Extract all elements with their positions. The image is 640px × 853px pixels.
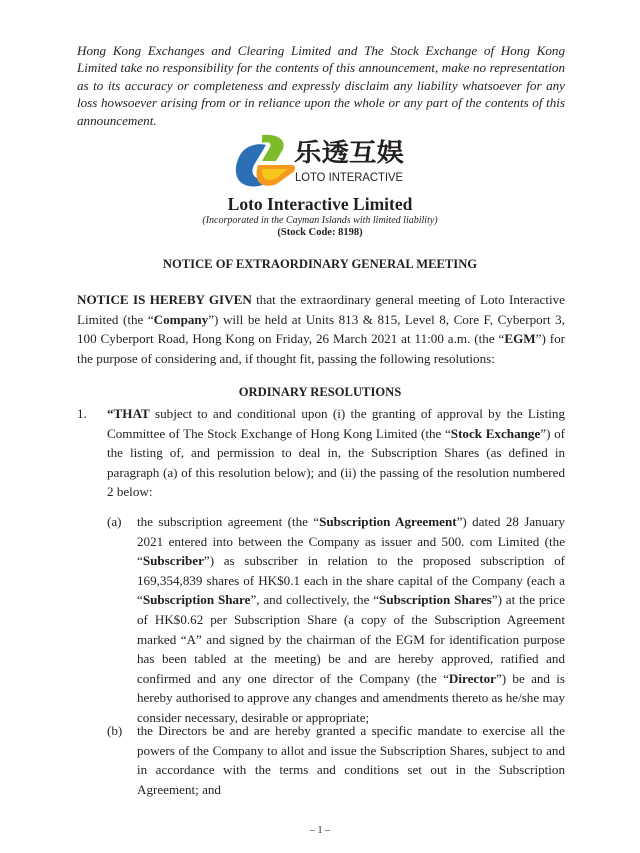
intro-lead: NOTICE IS HEREBY GIVEN — [77, 292, 252, 307]
term-stock-exchange: Stock Exchange — [450, 425, 541, 441]
resolution-1-text: “THAT subject to and conditional upon (i) the granting of approval by the Listing Committee of The Stock Exchange of Hong Kong Limited (the “Stock Exchange”) of the listing of, and permission to deal in, the Subscription Shares (as defined in paragraph (a) of this resolution below); and (ii) the passing of the resolution numbered 2 below: — [107, 406, 565, 500]
term-subscription-share: Subscription Share — [142, 592, 251, 608]
loto-logo-icon — [232, 131, 412, 193]
sub-item-a-text: the subscription agreement (the “Subscription Agreement”) dated 28 January 2021 entered into between the Company as issuer and 500. com Limited (the “Subscriber”) as subscriber in relation to the proposed subscription of 169,354,839 shares of HK$0.1 each in the share capital of the Company (each a “Subscription Share”, and collectively, the “Subscription Shares”) at the price of HK$0.62 per Subscription Share (a copy of the Subscription Agreement marked “A” and signed by the chairman of the EGM for identification purpose has been tabled at the meeting) be and are hereby approved, ratified and confirmed and any one director of the Company (the “Director”) be and is hereby authorised to approve any changes and amendments thereto as he/she may consider necessary, desirable or appropriate; — [137, 514, 566, 725]
sub-item-b-text: the Directors be and are hereby granted a specific mandate to exercise all the powers of the Company to allot and issue the Subscription Shares, subject to and in accordance with the terms and conditions set out in the Subscription Agreement; and — [137, 723, 565, 797]
term-subscription-agreement: Subscription Agreement — [319, 514, 457, 529]
stock-code: (Stock Code: 8198) — [277, 227, 363, 238]
term-subscription-shares: Subscription Shares — [379, 592, 492, 608]
company-name: Loto Interactive Limited — [227, 194, 413, 214]
sub-item-a-label: (a) — [107, 514, 122, 529]
notice-title: NOTICE OF EXTRAORDINARY GENERAL MEETING — [162, 257, 478, 271]
incorporation-note: (Incorporated in the Cayman Islands with limited liability) — [202, 215, 438, 226]
resolutions-title: ORDINARY RESOLUTIONS — [238, 385, 402, 399]
term-director: Director — [448, 670, 496, 686]
logo-english-name: LOTO INTERACTIVE — [295, 172, 404, 184]
resolution-lead: “THAT — [107, 406, 150, 421]
company-logo — [232, 131, 412, 193]
term-company: Company — [153, 311, 209, 327]
intro-paragraph: NOTICE IS HEREBY GIVEN that the extraordinary general meeting of Loto Interactive Limited (the “Company”) will be held at Units 813 & 815, Level 8, Core F, Cyberport 3, 100 Cyberport Road, Hong Kong on Friday, 26 March 2021 at 11:00 a.m. (the “EGM”) for the purpose of considering and, if thought fit, passing the following resolutions: — [77, 292, 565, 366]
term-egm: EGM — [504, 331, 536, 347]
page-number: – 1 – — [310, 825, 330, 836]
disclaimer-text: Hong Kong Exchanges and Clearing Limited and The Stock Exchange of Hong Kong Limited take no responsibility for the contents of this announcement, make no representation as to its accuracy or completeness and expressly disclaim any liability whatsoever for any loss howsoever arising from or in reliance upon the whole or any part of the contents of this announcement. — [77, 43, 565, 128]
logo-chinese-name: 乐透互娱 — [294, 138, 404, 167]
term-subscriber: Subscriber — [142, 553, 204, 569]
resolution-number: 1. — [77, 406, 87, 421]
sub-item-b-label: (b) — [107, 723, 123, 738]
